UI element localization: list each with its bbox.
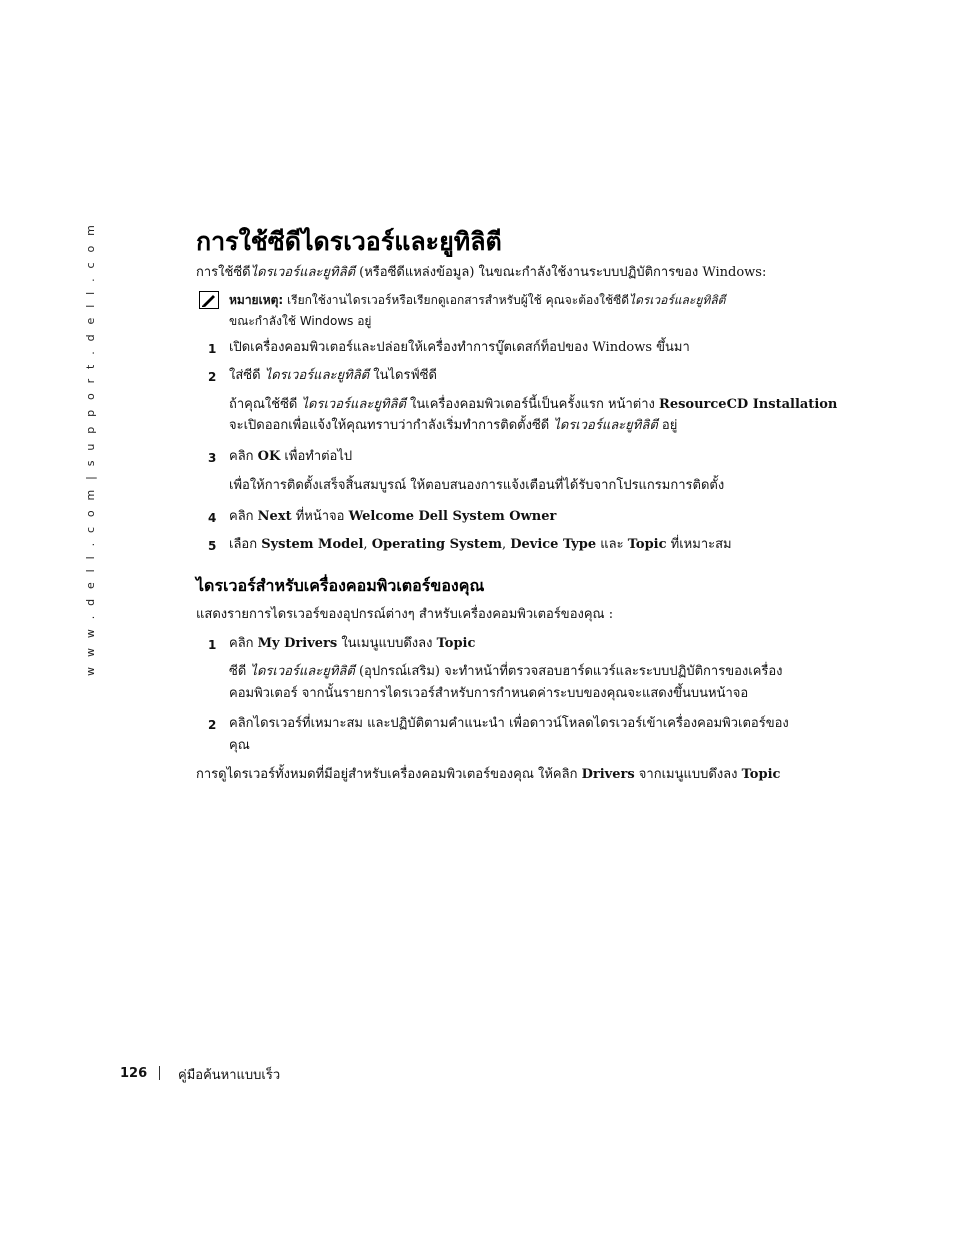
step-2-detail-line-1 [229, 395, 837, 415]
detail-text: ในเครื่องคอมพิวเตอร์นี้เป็นครั้งแรก หน้าต่าง [405, 397, 660, 412]
note-pencil-icon [199, 291, 219, 309]
note-line-1 [229, 291, 725, 310]
detail-cd-name: ไดรเวอร์และยูทิลิตี [553, 418, 658, 433]
menu-name: Topic [741, 767, 781, 782]
separator: , [501, 537, 511, 552]
s2-step-1-text [229, 634, 475, 654]
step-text: คลิก [229, 449, 258, 464]
step-text: ในเมนูแบบดึงลง [337, 636, 437, 651]
step-number: 1 [208, 638, 217, 652]
intro-cd-name: ไดรเวอร์และยูทิลิตี [250, 265, 356, 280]
window-name: ResourceCD Installation [659, 397, 838, 412]
section-intro: แสดงรายการไดรเวอร์ของอุปกรณ์ต่างๆ สำหรับเครื่องคอมพิวเตอร์ของคุณ : [196, 607, 614, 622]
intro-text: การใช้ซีดี [196, 265, 251, 280]
ok-label: OK [257, 449, 281, 464]
intro-text-end: (หรือซีดีแหล่งข้อมูล) ในขณะกำลังใช้งานระบบปฏิบัติการของ Windows: [355, 265, 767, 280]
step-2-text [229, 366, 437, 386]
screen-name: Welcome Dell System Owner [348, 509, 557, 524]
detail-cd-name: ไดรเวอร์และยูทิลิตี [250, 664, 355, 679]
detail-text: อยู่ [657, 418, 678, 433]
step-text: เพื่อทำต่อไป [280, 449, 353, 464]
closing-text: จากเมนูแบบดึงลง [634, 767, 742, 782]
step-number: 2 [208, 370, 217, 384]
step-text: เลือก [229, 537, 262, 552]
step-number: 1 [208, 342, 217, 356]
detail-text: จะเปิดออกเพื่อแจ้งให้คุณทราบว่ากำลังเริ่มทำการติดตั้งซีดี [229, 418, 554, 433]
closing-text: การดูไดรเวอร์ทั้งหมดที่มีอยู่สำหรับเครื่องคอมพิวเตอร์ของคุณ ให้คลิก [196, 767, 582, 782]
step-text: ที่เหมาะสม [666, 537, 732, 552]
step-text: คลิก [229, 509, 258, 524]
detail-text: ซีดี [229, 664, 251, 679]
s2-step-2-text: คลิกไดรเวอร์ที่เหมาะสม และปฏิบัติตามคำแนะนำ เพื่อดาวน์โหลดไดรเวอร์เข้าเครื่องคอมพิวเตอร์ของ [229, 716, 789, 731]
step-4-text [229, 507, 556, 527]
note-label: หมายเหตุ: [229, 293, 284, 307]
page-number: 126 [120, 1066, 148, 1081]
step-number: 5 [208, 539, 217, 553]
detail-cd-name: ไดรเวอร์และยูทิลิตี [301, 397, 406, 412]
intro-paragraph [196, 263, 766, 283]
step-5-text [229, 535, 732, 555]
detail-text: ถ้าคุณใช้ซีดี [229, 397, 302, 412]
step-1-text: เปิดเครื่องคอมพิวเตอร์และปล่อยให้เครื่องทำการบู๊ตเดสก์ท็อปของ Windows ขึ้นมา [229, 340, 690, 355]
step-number: 3 [208, 451, 217, 465]
s2-step-1-detail-line-1 [229, 662, 783, 682]
step-2-detail-line-2 [229, 416, 677, 436]
step-3-detail: เพื่อให้การติดตั้งเสร็จสิ้นสมบูรณ์ ให้ตอบสนองการแจ้งเตือนที่ได้รับจากโปรแกรมการติดตั้ง [229, 478, 725, 493]
footer-title: คู่มือค้นหาแบบเร็ว [178, 1068, 281, 1083]
menu-item-label: Drivers [581, 767, 635, 782]
page-title: การใช้ซีดีไดรเวอร์และยูทิลิตี [196, 227, 502, 256]
option-label: Topic [627, 537, 667, 552]
separator: และ [596, 537, 628, 552]
separator: , [363, 537, 372, 552]
next-label: Next [257, 509, 292, 524]
menu-item-label: My Drivers [257, 636, 338, 651]
step-text: ที่หน้าจอ [291, 509, 349, 524]
note-line-2: ขณะกำลังใช้ Windows อยู่ [229, 314, 372, 328]
option-label: Device Type [510, 537, 597, 552]
option-label: Operating System [371, 537, 502, 552]
step-3-text [229, 447, 352, 467]
step-text: คลิก [229, 636, 258, 651]
option-label: System Model [261, 537, 364, 552]
step-number: 4 [208, 511, 217, 525]
step-cd-name: ไดรเวอร์และยูทิลิตี [264, 368, 370, 383]
detail-text: (อุปกรณ์เสริม) จะทำหน้าที่ตรวจสอบฮาร์ดแวร์และระบบปฏิบัติการของเครื่อง [354, 664, 783, 679]
s2-step-1-detail-line-2: คอมพิวเตอร์ จากนั้นรายการไดรเวอร์สำหรับการกำหนดค่าระบบของคุณจะแสดงขึ้นบนหน้าจอ [229, 686, 749, 701]
closing-paragraph [196, 765, 780, 785]
step-text: ในไดรฟ์ซีดี [369, 368, 437, 383]
step-number: 2 [208, 718, 217, 732]
step-text: ใส่ซีดี [229, 368, 265, 383]
sidebar-url: w w w . d e l l . c o m | s u p p o r t . d e l l . c o m [84, 222, 97, 676]
note-cd-name: ไดรเวอร์และยูทิลิตี [629, 293, 726, 307]
footer-divider [159, 1066, 160, 1080]
note-text: เรียกใช้งานไดรเวอร์หรือเรียกดูเอกสารสำหรับผู้ใช้ คุณจะต้องใช้ซีดี [283, 293, 630, 307]
section-heading: ไดรเวอร์สำหรับเครื่องคอมพิวเตอร์ของคุณ [196, 576, 485, 595]
menu-name: Topic [436, 636, 476, 651]
s2-step-2-text-line-2: คุณ [229, 738, 250, 753]
